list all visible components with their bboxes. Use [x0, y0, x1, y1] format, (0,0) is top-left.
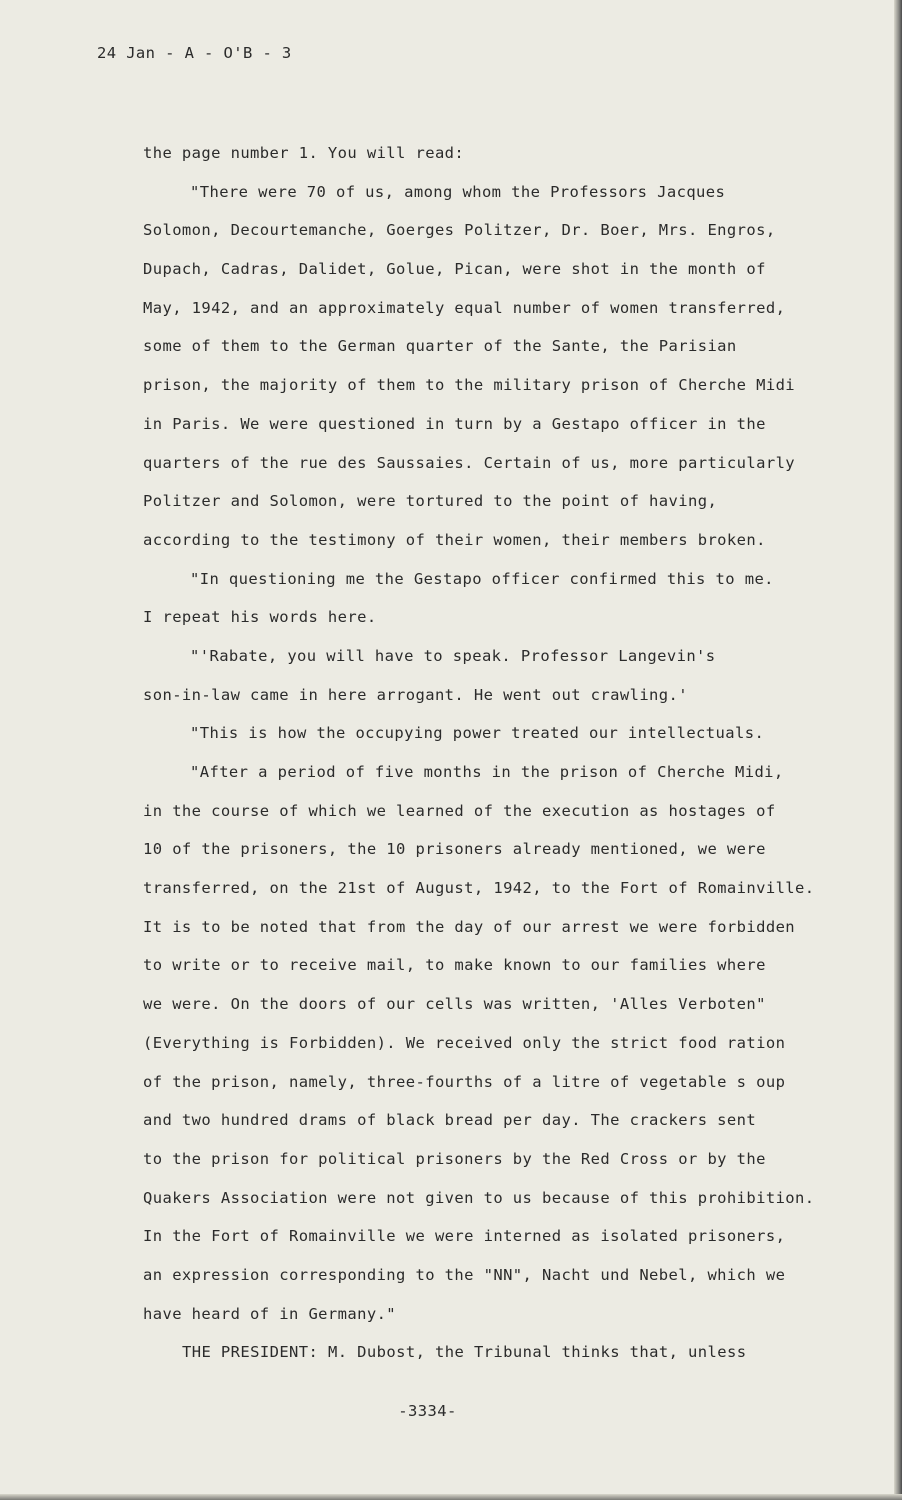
text-line: in Paris. We were questioned in turn by a Gestapo officer in the [143, 414, 766, 433]
text-line: prison, the majority of them to the military prison of Cherche Midi [143, 376, 796, 395]
text-line: of the prison, namely, three-fourths of a litre of vegetable s oup [143, 1072, 786, 1091]
paper-edge-shadow [894, 0, 902, 1500]
text-line: and two hundred drams of black bread per day. The crackers sent [143, 1111, 757, 1130]
text-line: Solomon, Decourtemanche, Goerges Politzer, Dr. Boer, Mrs. Engros, [143, 221, 776, 240]
text-line: "This is how the occupying power treated our intellectuals. [190, 724, 765, 743]
text-line-speaker: THE PRESIDENT: M. Dubost, the Tribunal thinks that, unless [182, 1343, 747, 1362]
paper-bottom-edge [0, 1494, 902, 1500]
text-line: transferred, on the 21st of August, 1942, to the Fort of Romainville. [143, 879, 815, 898]
document-reference-code: 24 Jan - A - O'B - 3 [97, 44, 292, 62]
text-line: the page number 1. You will read: [143, 144, 465, 162]
text-line: It is to be noted that from the day of our arrest we were forbidden [143, 917, 796, 936]
text-line: according to the testimony of their women, their members broken. [143, 530, 766, 549]
page-number: -3334- [398, 1402, 457, 1420]
text-line: we were. On the doors of our cells was written, 'Alles Verboten" [143, 995, 766, 1014]
text-line: some of them to the German quarter of the Sante, the Parisian [143, 337, 737, 356]
text-line: Politzer and Solomon, were tortured to the point of having, [143, 492, 718, 511]
text-line: "There were 70 of us, among whom the Professors Jacques [190, 182, 726, 201]
text-line: have heard of in Germany." [143, 1304, 397, 1323]
text-line: (Everything is Forbidden). We received only the strict food ration [143, 1033, 786, 1052]
text-line: May, 1942, and an approximately equal number of women transferred, [143, 298, 786, 317]
text-line: 10 of the prisoners, the 10 prisoners already mentioned, we were [143, 840, 766, 859]
text-line: "In questioning me the Gestapo officer confirmed this to me. [190, 569, 774, 588]
text-line: quarters of the rue des Saussaies. Certain of us, more particularly [143, 453, 796, 472]
text-line: "'Rabate, you will have to speak. Professor Langevin's [190, 646, 716, 665]
text-line: In the Fort of Romainville we were interned as isolated prisoners, [143, 1227, 786, 1246]
text-line: Dupach, Cadras, Dalidet, Golue, Pican, were shot in the month of [143, 260, 766, 279]
text-line: I repeat his words here. [143, 608, 377, 627]
transcript-body [0, 142, 902, 1380]
text-line: son-in-law came in here arrogant. He went out crawling.' [143, 685, 688, 704]
text-line: in the course of which we learned of the execution as hostages of [143, 801, 776, 820]
text-line: to write or to receive mail, to make known to our families where [143, 956, 766, 975]
text-line: an expression corresponding to the "NN", Nacht und Nebel, which we [143, 1265, 786, 1284]
text-line: Quakers Association were not given to us because of this prohibition. [143, 1188, 815, 1207]
text-line: "After a period of five months in the prison of Cherche Midi, [190, 763, 784, 781]
text-line: to the prison for political prisoners by the Red Cross or by the [143, 1149, 766, 1168]
